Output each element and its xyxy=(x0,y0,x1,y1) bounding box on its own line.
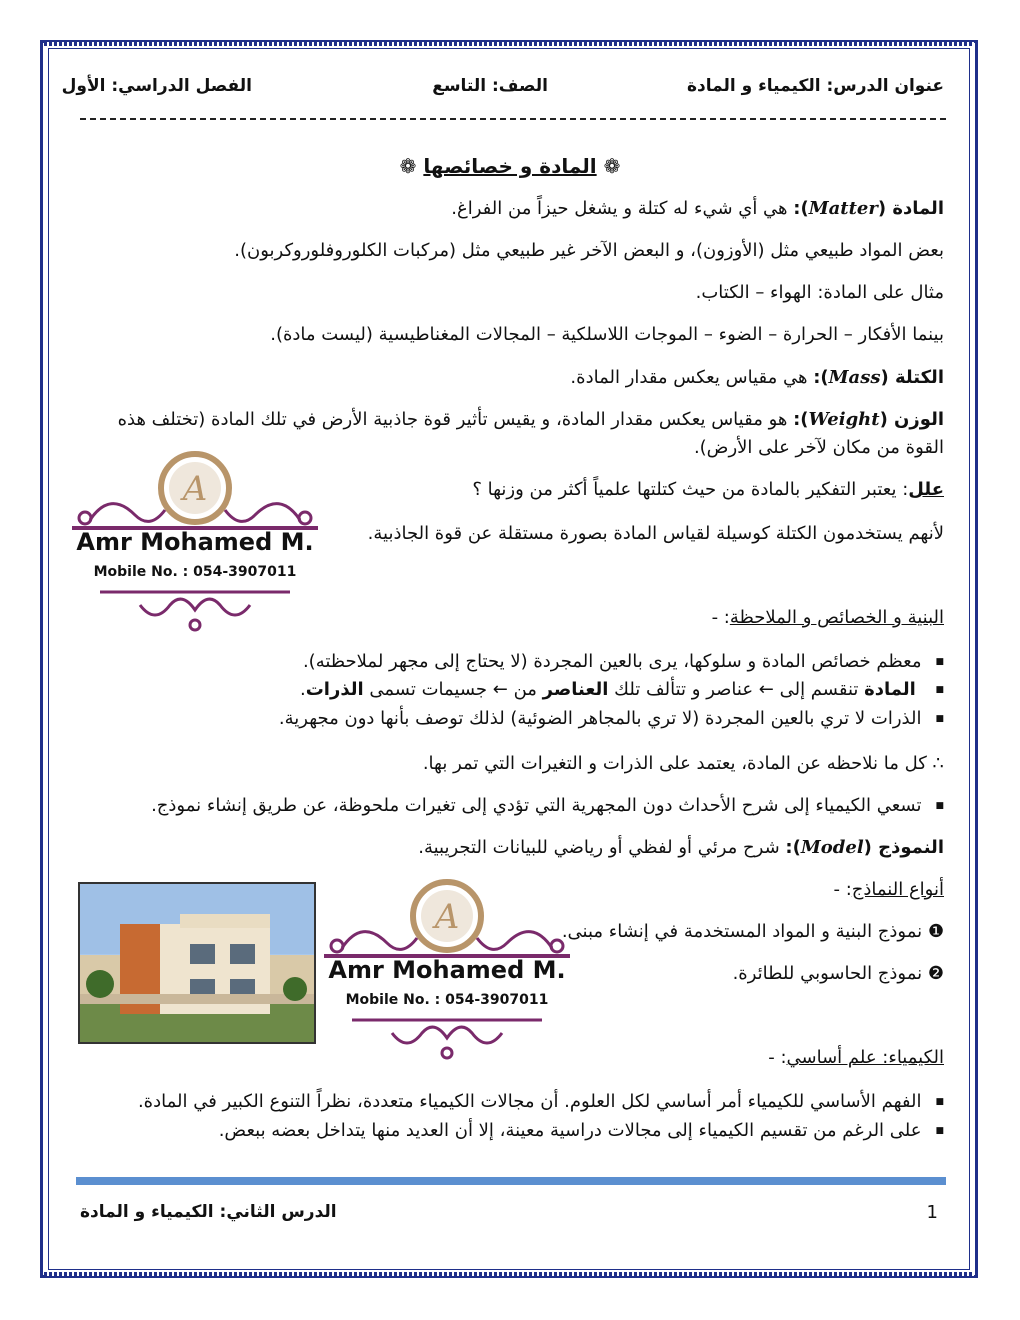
watermark-logo-2 xyxy=(322,868,572,1068)
logo-mobile: Mobile No. : 054-3907011 xyxy=(345,992,549,1008)
chem-basic-suffix: : - xyxy=(768,1047,787,1068)
structure-bullet-2 xyxy=(300,676,944,707)
chem-basic-heading-text: الكيمياء: علم أساسي xyxy=(786,1047,944,1068)
structure-heading xyxy=(712,604,944,632)
model-types-suffix: : - xyxy=(833,879,852,900)
chem-basic-bullet-2: ■ على الرغم من تقسيم الكيمياء إلى مجالات دراسية معينة، إلا أن العديد منها يتداخل بعضه ببعض. xyxy=(219,1117,944,1148)
building-photo xyxy=(78,882,316,1044)
reason-question xyxy=(472,476,944,504)
logo-mobile: Mobile No. : 054-3907011 xyxy=(93,564,297,580)
b2-bold-matter: المادة xyxy=(864,679,916,700)
matter-term-en: Matter xyxy=(808,198,878,219)
weight-term: الوزن ( xyxy=(879,409,944,430)
weight-term-end: ): xyxy=(793,409,809,430)
model-type-1: ❶ نموذج البنية و المواد المستخدمة في إنشاء مبنى. xyxy=(561,921,944,942)
model-term-en: Model xyxy=(800,837,864,858)
page-number: 1 xyxy=(926,1202,938,1223)
model-type-2: ❷ نموذج الحاسوبي للطائرة. xyxy=(732,963,944,984)
frame-stripe-top xyxy=(44,42,974,46)
svg-text:A: A xyxy=(434,897,460,937)
mass-definition-text: هي مقياس يعكس مقدار المادة. xyxy=(570,367,814,388)
footer-bar xyxy=(76,1177,946,1185)
matter-term-end: ): xyxy=(793,198,809,219)
frame-stripe-bottom xyxy=(44,1272,974,1276)
svg-text:A: A xyxy=(182,469,208,509)
header-divider xyxy=(80,118,946,120)
grade-label: الصف: التاسع xyxy=(432,76,548,96)
mass-term-end: ): xyxy=(813,367,829,388)
mass-term-en: Mass xyxy=(828,367,881,388)
model-term: النموذج ( xyxy=(863,837,944,858)
model-term-end: ): xyxy=(785,837,801,858)
matter-examples-line: بعض المواد طبيعي مثل (الأوزون)، و البعض الآخر غير طبيعي مثل (مركبات الكلوروفلوروكربون). xyxy=(234,240,944,261)
matter-term: المادة ( xyxy=(877,198,944,219)
structure-bullet-3: ■ الذرات لا تري بالعين المجردة (لا تري بالمجاهر الضوئية) لذلك توصف بأنها دون مجهرية. xyxy=(279,705,944,736)
reason-label: علل xyxy=(908,479,944,500)
b2-bold-atoms: الذرات xyxy=(305,679,364,700)
flower-icon: ❁ xyxy=(399,154,417,178)
matter-example: مثال على المادة: الهواء – الكتاب. xyxy=(695,282,944,303)
weight-term-en: Weight xyxy=(808,409,880,430)
logo-name: Amr Mohamed M. xyxy=(76,528,314,556)
flower-icon: ❁ xyxy=(603,154,621,178)
model-definition-text: شرح مرئي أو لفظي أو رياضي للبيانات التجريبية. xyxy=(418,837,786,858)
model-types-heading xyxy=(834,876,945,904)
mass-definition xyxy=(570,364,944,392)
footer-lesson: الدرس الثاني: الكيمياء و المادة xyxy=(80,1202,337,1222)
reason-question-text: : يعتبر التفكير بالمادة من حيث كتلتها علمياً أكثر من وزنها ؟ xyxy=(472,479,909,500)
reason-answer: لأنهم يستخدمون الكتلة كوسيلة لقياس المادة بصورة مستقلة عن قوة الجاذبية. xyxy=(367,523,944,544)
lesson-title: عنوان الدرس: الكيمياء و المادة xyxy=(686,76,944,96)
not-matter-line: بينما الأفكار – الحرارة – الضوء – الموجات اللاسلكية – المجالات المغناطيسية (ليست مادة). xyxy=(270,324,944,345)
matter-definition-text: هي أي شيء له كتلة و يشغل حيزاً من الفراغ. xyxy=(451,198,794,219)
mass-term: الكتلة ( xyxy=(880,367,944,388)
matter-definition xyxy=(451,195,944,223)
section-title-text: المادة و خصائصها xyxy=(423,154,597,178)
model-types-heading-text: أنواع النماذج xyxy=(851,879,944,900)
chemistry-bullet: ■ تسعي الكيمياء إلى شرح الأحداث دون المجهرية التي تؤدي إلى تغيرات ملحوظة، عن طريق إنشاء نموذج. xyxy=(151,792,944,823)
structure-heading-text: البنية و الخصائص و الملاحظة xyxy=(729,607,944,628)
section-title xyxy=(0,154,1020,178)
b2-end: . xyxy=(299,679,306,700)
b2-bold-elements: العناصر xyxy=(542,679,609,700)
weight-definition-text: هو مقياس يعكس مقدار المادة، و يقيس تأثير قوة جاذبية الأرض في تلك المادة (تختلف هذه القوة من مكان لآخر على الأرض). xyxy=(117,409,944,458)
structure-bullet-1: ■ معظم خصائص المادة و سلوكها، يرى بالعين المجردة (لا يحتاج إلى مجهر لملاحظته). xyxy=(303,648,944,679)
watermark-logo xyxy=(70,440,320,640)
chem-basic-heading xyxy=(768,1044,944,1072)
therefore-line: ∴ كل ما نلاحظه عن المادة، يعتمد على الذرات و التغيرات التي تمر بها. xyxy=(422,753,944,774)
structure-heading-suffix: : - xyxy=(711,607,730,628)
b2-mid1: تنقسم إلى ← عناصر و تتألف تلك xyxy=(608,679,865,700)
model-definition xyxy=(418,834,944,862)
house-icon xyxy=(80,884,314,1042)
chem-basic-bullet-1: ■ الفهم الأساسي للكيمياء أمر أساسي لكل العلوم. أن مجالات الكيمياء متعددة، نظراً التنوع الكبير في المادة. xyxy=(138,1088,944,1119)
logo-name: Amr Mohamed M. xyxy=(328,956,566,984)
semester-label: الفصل الدراسي: الأول xyxy=(61,76,252,96)
b2-mid2: من ← جسيمات تسمى xyxy=(363,679,543,700)
